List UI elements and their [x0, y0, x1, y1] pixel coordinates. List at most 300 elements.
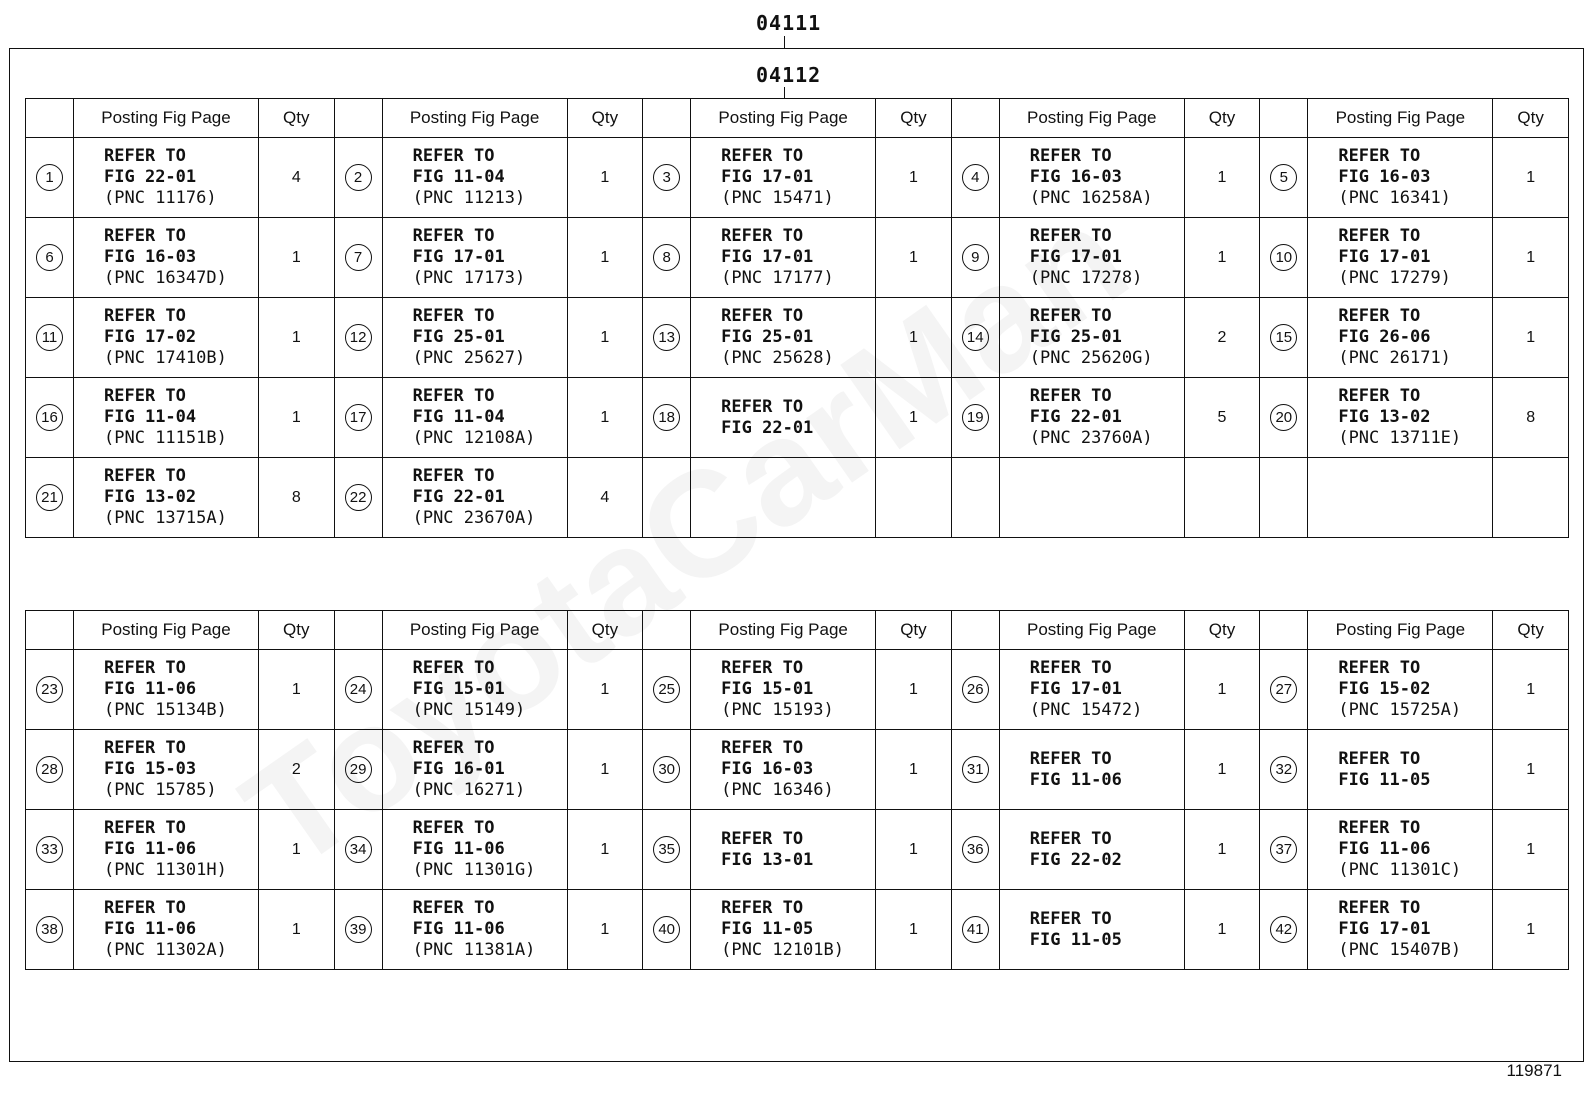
fig-reference: FIG 25-01 [1029, 327, 1122, 347]
item-number-cell [26, 378, 74, 458]
refer-to-label: REFER TO [104, 306, 186, 326]
pnc-reference: (PNC 13711E) [1338, 428, 1462, 448]
pnc-reference: (PNC 17173) [412, 268, 526, 288]
qty-cell: 1 [567, 138, 643, 218]
fig-reference: FIG 17-01 [1338, 247, 1431, 267]
posting-cell [999, 218, 1184, 298]
item-number-circle: 34 [345, 836, 372, 863]
item-number-circle: 16 [36, 404, 63, 431]
pnc-reference: (PNC 11213) [412, 188, 526, 208]
item-number-circle: 15 [1270, 324, 1297, 351]
header-num-cell [334, 99, 382, 138]
qty-cell: 1 [1493, 218, 1569, 298]
qty-cell: 1 [876, 890, 952, 970]
item-number-cell [643, 218, 691, 298]
posting-cell [691, 218, 876, 298]
fig-reference: FIG 17-01 [1029, 247, 1122, 267]
table-row [26, 650, 1569, 730]
header-num-cell [643, 99, 691, 138]
table-row [26, 378, 1569, 458]
item-number-cell [1260, 810, 1308, 890]
header-qty: Qty [1493, 611, 1569, 650]
item-number-circle: 11 [36, 324, 63, 351]
header-num-cell [951, 611, 999, 650]
pnc-reference: (PNC 26171) [1338, 348, 1451, 368]
refer-to-label: REFER TO [412, 818, 495, 838]
header-posting-fig-page: Posting Fig Page [1308, 611, 1493, 650]
qty-cell: 1 [258, 650, 334, 730]
item-number-circle: 5 [1270, 164, 1297, 191]
refer-to-label: REFER TO [721, 226, 804, 246]
item-number-circle: 26 [962, 676, 989, 703]
posting-cell [691, 890, 876, 970]
item-number-circle: 39 [345, 916, 372, 943]
item-number-circle: 12 [345, 324, 372, 351]
refer-to-label: REFER TO [104, 146, 186, 166]
posting-cell [999, 458, 1184, 538]
posting-cell [1308, 458, 1493, 538]
pnc-reference: (PNC 17278) [1029, 268, 1143, 288]
item-number-circle: 22 [345, 484, 372, 511]
pnc-reference: (PNC 11176) [104, 188, 217, 208]
fig-reference: FIG 11-05 [721, 919, 814, 939]
fig-reference: FIG 25-01 [721, 327, 814, 347]
item-number-cell [334, 890, 382, 970]
qty-cell: 2 [1184, 298, 1260, 378]
item-number-cell [1260, 650, 1308, 730]
item-number-cell [951, 650, 999, 730]
pnc-reference: (PNC 11151B) [104, 428, 227, 448]
qty-cell: 1 [876, 810, 952, 890]
qty-cell: 1 [1184, 650, 1260, 730]
header-posting-fig-page: Posting Fig Page [999, 611, 1184, 650]
qty-cell: 1 [1493, 298, 1569, 378]
refer-to-label: REFER TO [1029, 306, 1112, 326]
header-qty: Qty [876, 99, 952, 138]
qty-cell: 4 [567, 458, 643, 538]
posting-cell [382, 298, 567, 378]
fig-reference: FIG 11-04 [412, 167, 505, 187]
header-posting-fig-page: Posting Fig Page [74, 611, 259, 650]
refer-to-label: REFER TO [721, 306, 804, 326]
item-number-cell [1260, 138, 1308, 218]
fig-reference: FIG 15-01 [412, 679, 505, 699]
refer-to-label: REFER TO [721, 828, 804, 849]
pnc-reference: (PNC 15472) [1029, 700, 1143, 720]
refer-to-label: REFER TO [1338, 306, 1421, 326]
qty-cell: 1 [258, 298, 334, 378]
posting-cell [1308, 730, 1493, 810]
qty-cell: 1 [1493, 890, 1569, 970]
pnc-reference: (PNC 16271) [412, 780, 526, 800]
refer-to-label: REFER TO [1338, 748, 1421, 769]
item-number-cell [643, 378, 691, 458]
item-number-cell [1260, 890, 1308, 970]
posting-cell [691, 730, 876, 810]
posting-cell [382, 138, 567, 218]
posting-cell [691, 458, 876, 538]
pnc-reference: (PNC 25627) [412, 348, 526, 368]
item-number-cell [643, 298, 691, 378]
item-number-circle: 23 [36, 676, 63, 703]
table-row [26, 458, 1569, 538]
refer-to-label: REFER TO [1029, 226, 1112, 246]
pnc-reference: (PNC 11301G) [412, 860, 536, 880]
refer-to-label: REFER TO [1338, 658, 1421, 678]
outer-leader-line [784, 36, 785, 48]
posting-cell [691, 138, 876, 218]
fig-reference: FIG 13-02 [1338, 407, 1431, 427]
fig-reference: FIG 22-01 [1029, 407, 1122, 427]
pnc-reference: (PNC 16347D) [104, 268, 227, 288]
pnc-reference: (PNC 17177) [721, 268, 834, 288]
header-num-cell [951, 99, 999, 138]
item-number-circle: 10 [1270, 244, 1297, 271]
fig-reference: FIG 17-02 [104, 327, 197, 347]
fig-reference: FIG 11-06 [412, 839, 505, 859]
qty-cell: 5 [1184, 378, 1260, 458]
fig-reference: FIG 11-04 [412, 407, 505, 427]
posting-cell [1308, 298, 1493, 378]
posting-cell [1308, 218, 1493, 298]
posting-cell [382, 890, 567, 970]
item-number-cell [643, 730, 691, 810]
posting-cell [74, 378, 259, 458]
item-number-circle: 37 [1270, 836, 1297, 863]
header-posting-fig-page: Posting Fig Page [382, 99, 567, 138]
table-row [26, 730, 1569, 810]
fig-reference: FIG 17-01 [721, 247, 814, 267]
item-number-cell [26, 138, 74, 218]
pnc-reference: (PNC 25620G) [1029, 348, 1153, 368]
item-number-cell [643, 458, 691, 538]
outer-code: 04111 [756, 11, 822, 35]
item-number-cell [26, 298, 74, 378]
table-row [26, 298, 1569, 378]
qty-cell: 1 [567, 890, 643, 970]
pnc-reference: (PNC 17410B) [104, 348, 227, 368]
header-qty: Qty [1184, 99, 1260, 138]
refer-to-label: REFER TO [104, 738, 186, 758]
qty-cell: 8 [1493, 378, 1569, 458]
posting-cell [691, 810, 876, 890]
posting-cell [999, 650, 1184, 730]
refer-to-label: REFER TO [412, 226, 495, 246]
pnc-reference: (PNC 23670A) [412, 508, 536, 528]
posting-cell [74, 458, 259, 538]
posting-cell [74, 730, 259, 810]
qty-cell [876, 458, 952, 538]
header-qty: Qty [258, 611, 334, 650]
refer-to-label: REFER TO [1029, 908, 1112, 929]
posting-cell [74, 138, 259, 218]
refer-to-label: REFER TO [721, 738, 804, 758]
item-number-circle: 7 [345, 244, 372, 271]
fig-reference: FIG 13-02 [104, 487, 197, 507]
qty-cell: 4 [258, 138, 334, 218]
fig-reference: FIG 17-01 [412, 247, 505, 267]
fig-reference: FIG 17-01 [721, 167, 814, 187]
item-number-circle: 19 [962, 404, 989, 431]
fig-reference: FIG 16-03 [1338, 167, 1431, 187]
qty-cell: 1 [1493, 810, 1569, 890]
item-number-circle: 9 [962, 244, 989, 271]
item-number-cell [1260, 730, 1308, 810]
header-qty: Qty [567, 611, 643, 650]
posting-cell [1308, 138, 1493, 218]
item-number-cell [334, 378, 382, 458]
refer-to-label: REFER TO [1029, 146, 1112, 166]
fig-reference: FIG 16-01 [412, 759, 505, 779]
fig-reference: FIG 22-01 [412, 487, 505, 507]
posting-cell [999, 298, 1184, 378]
fig-reference: FIG 16-03 [1029, 167, 1122, 187]
refer-to-label: REFER TO [104, 898, 186, 918]
refer-to-label: REFER TO [104, 466, 186, 486]
header-qty: Qty [258, 99, 334, 138]
qty-cell: 1 [1184, 138, 1260, 218]
header-qty: Qty [876, 611, 952, 650]
refer-to-label: REFER TO [412, 738, 495, 758]
refer-to-label: REFER TO [104, 386, 186, 406]
refer-to-label: REFER TO [1029, 828, 1112, 849]
posting-cell [382, 458, 567, 538]
refer-to-label: REFER TO [1338, 898, 1421, 918]
fig-reference: FIG 11-06 [412, 919, 505, 939]
pnc-reference: (PNC 15725A) [1338, 700, 1462, 720]
qty-cell: 1 [876, 378, 952, 458]
posting-cell [382, 730, 567, 810]
qty-cell: 1 [567, 298, 643, 378]
item-number-circle: 35 [653, 836, 680, 863]
refer-to-label: REFER TO [1029, 386, 1112, 406]
item-number-circle: 18 [653, 404, 680, 431]
parts-table-1 [25, 98, 1569, 538]
posting-cell [74, 810, 259, 890]
item-number-circle: 30 [653, 756, 680, 783]
qty-cell: 1 [567, 650, 643, 730]
item-number-circle: 29 [345, 756, 372, 783]
item-number-circle: 4 [962, 164, 989, 191]
item-number-circle: 8 [653, 244, 680, 271]
header-qty: Qty [1184, 611, 1260, 650]
item-number-circle: 32 [1270, 756, 1297, 783]
header-num-cell [26, 99, 74, 138]
refer-to-label: REFER TO [721, 396, 804, 417]
header-qty: Qty [567, 99, 643, 138]
parts-table-2 [25, 610, 1569, 970]
pnc-reference: (PNC 15193) [721, 700, 834, 720]
fig-reference: FIG 25-01 [412, 327, 505, 347]
item-number-circle: 6 [36, 244, 63, 271]
item-number-cell [334, 218, 382, 298]
item-number-circle: 2 [345, 164, 372, 191]
item-number-circle: 1 [36, 164, 63, 191]
fig-reference: FIG 17-01 [1338, 919, 1431, 939]
posting-cell [999, 730, 1184, 810]
item-number-cell [26, 810, 74, 890]
item-number-cell [334, 730, 382, 810]
item-number-circle: 28 [36, 756, 63, 783]
posting-cell [1308, 810, 1493, 890]
refer-to-label: REFER TO [104, 818, 186, 838]
pnc-reference: (PNC 15471) [721, 188, 834, 208]
posting-cell [999, 378, 1184, 458]
qty-cell: 1 [258, 810, 334, 890]
refer-to-label: REFER TO [1338, 146, 1421, 166]
item-number-cell [951, 298, 999, 378]
posting-cell [691, 378, 876, 458]
posting-cell [382, 810, 567, 890]
header-num-cell [1260, 99, 1308, 138]
item-number-cell [951, 218, 999, 298]
qty-cell: 1 [258, 378, 334, 458]
refer-to-label: REFER TO [1029, 748, 1112, 769]
table-row [26, 810, 1569, 890]
pnc-reference: (PNC 11381A) [412, 940, 536, 960]
header-posting-fig-page: Posting Fig Page [691, 99, 876, 138]
item-number-cell [1260, 298, 1308, 378]
item-number-cell [26, 650, 74, 730]
fig-reference: FIG 13-01 [721, 849, 814, 870]
posting-cell [691, 650, 876, 730]
item-number-cell [26, 458, 74, 538]
table-row [26, 218, 1569, 298]
posting-cell [382, 650, 567, 730]
header-posting-fig-page: Posting Fig Page [999, 99, 1184, 138]
qty-cell: 1 [876, 650, 952, 730]
item-number-cell [26, 218, 74, 298]
qty-cell: 2 [258, 730, 334, 810]
qty-cell: 1 [1493, 650, 1569, 730]
refer-to-label: REFER TO [412, 466, 495, 486]
posting-cell [1308, 650, 1493, 730]
table-row [26, 138, 1569, 218]
header-posting-fig-page: Posting Fig Page [382, 611, 567, 650]
pnc-reference: (PNC 13715A) [104, 508, 227, 528]
item-number-circle: 42 [1270, 916, 1297, 943]
inner-code: 04112 [756, 63, 822, 87]
item-number-cell [951, 378, 999, 458]
fig-reference: FIG 11-05 [1029, 929, 1122, 950]
item-number-cell [1260, 458, 1308, 538]
qty-cell: 1 [876, 138, 952, 218]
fig-reference: FIG 11-06 [1029, 769, 1122, 790]
item-number-cell [1260, 378, 1308, 458]
posting-cell [999, 138, 1184, 218]
item-number-cell [951, 730, 999, 810]
pnc-reference: (PNC 11302A) [104, 940, 227, 960]
pnc-reference: (PNC 17279) [1338, 268, 1451, 288]
item-number-circle: 25 [653, 676, 680, 703]
pnc-reference: (PNC 11301C) [1338, 860, 1462, 880]
refer-to-label: REFER TO [104, 658, 186, 678]
item-number-cell [951, 890, 999, 970]
header-num-cell [1260, 611, 1308, 650]
qty-cell: 1 [1184, 890, 1260, 970]
refer-to-label: REFER TO [721, 146, 804, 166]
refer-to-label: REFER TO [1338, 818, 1421, 838]
item-number-cell [951, 138, 999, 218]
item-number-cell [334, 458, 382, 538]
item-number-cell [643, 650, 691, 730]
fig-reference: FIG 15-02 [1338, 679, 1431, 699]
item-number-circle: 21 [36, 484, 63, 511]
item-number-cell [643, 138, 691, 218]
refer-to-label: REFER TO [412, 898, 495, 918]
item-number-circle: 20 [1270, 404, 1297, 431]
item-number-cell [951, 458, 999, 538]
item-number-circle: 27 [1270, 676, 1297, 703]
item-number-cell [26, 890, 74, 970]
refer-to-label: REFER TO [412, 386, 495, 406]
item-number-circle: 3 [653, 164, 680, 191]
item-number-circle: 14 [962, 324, 989, 351]
posting-cell [382, 378, 567, 458]
qty-cell: 1 [1493, 138, 1569, 218]
refer-to-label: REFER TO [412, 306, 495, 326]
fig-reference: FIG 11-06 [104, 919, 197, 939]
item-number-circle: 33 [36, 836, 63, 863]
item-number-cell [643, 890, 691, 970]
refer-to-label: REFER TO [1338, 226, 1421, 246]
refer-to-label: REFER TO [1338, 386, 1421, 406]
refer-to-label: REFER TO [104, 226, 186, 246]
item-number-circle: 17 [345, 404, 372, 431]
fig-reference: FIG 16-03 [721, 759, 814, 779]
fig-reference: FIG 16-03 [104, 247, 197, 267]
pnc-reference: (PNC 15407B) [1338, 940, 1462, 960]
header-posting-fig-page: Posting Fig Page [691, 611, 876, 650]
posting-cell [691, 298, 876, 378]
fig-reference: FIG 11-06 [104, 839, 197, 859]
item-number-cell [334, 298, 382, 378]
refer-to-label: REFER TO [721, 658, 804, 678]
refer-to-label: REFER TO [412, 146, 495, 166]
fig-reference: FIG 17-01 [1029, 679, 1122, 699]
header-row [26, 99, 1569, 138]
item-number-circle: 24 [345, 676, 372, 703]
posting-cell [74, 650, 259, 730]
item-number-cell [334, 138, 382, 218]
posting-cell [999, 810, 1184, 890]
item-number-circle: 36 [962, 836, 989, 863]
header-posting-fig-page: Posting Fig Page [1308, 99, 1493, 138]
qty-cell: 1 [876, 298, 952, 378]
fig-reference: FIG 22-01 [721, 417, 814, 438]
fig-reference: FIG 22-02 [1029, 849, 1122, 870]
pnc-reference: (PNC 15134B) [104, 700, 227, 720]
qty-cell: 1 [567, 378, 643, 458]
fig-reference: FIG 15-01 [721, 679, 814, 699]
item-number-circle: 41 [962, 916, 989, 943]
posting-cell [1308, 890, 1493, 970]
qty-cell: 1 [1184, 810, 1260, 890]
qty-cell: 1 [567, 218, 643, 298]
qty-cell: 1 [258, 890, 334, 970]
item-number-cell [334, 810, 382, 890]
refer-to-label: REFER TO [721, 898, 804, 918]
fig-reference: FIG 22-01 [104, 167, 197, 187]
pnc-reference: (PNC 16258A) [1029, 188, 1153, 208]
qty-cell: 1 [1184, 218, 1260, 298]
header-num-cell [26, 611, 74, 650]
pnc-reference: (PNC 11301H) [104, 860, 227, 880]
qty-cell [1493, 458, 1569, 538]
pnc-reference: (PNC 15785) [104, 780, 217, 800]
fig-reference: FIG 11-05 [1338, 769, 1431, 790]
fig-reference: FIG 11-04 [104, 407, 197, 427]
